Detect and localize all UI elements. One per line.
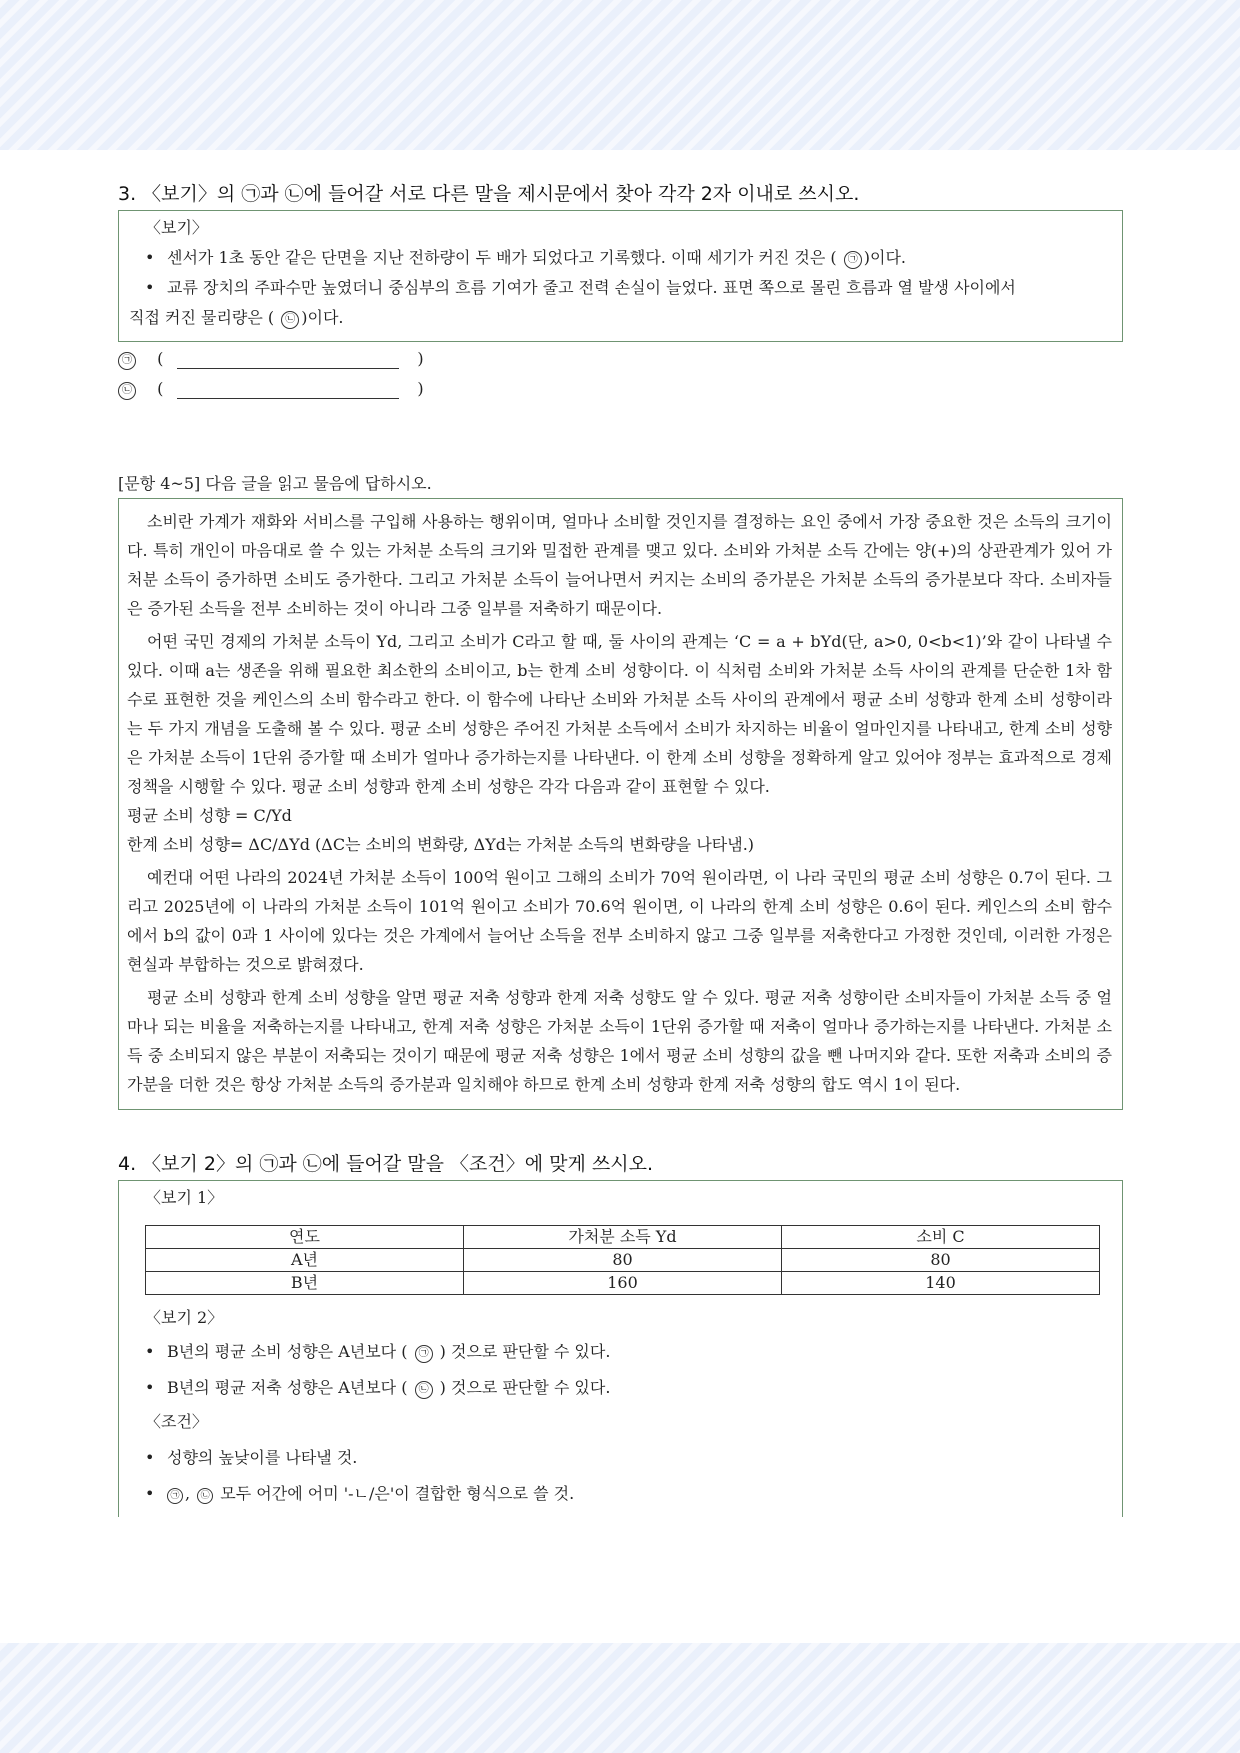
- example-2-bullet-1: [129, 1337, 1112, 1367]
- example-1-label: 〈보기 1〉: [145, 1188, 224, 1207]
- circled-mark-1: ㉠: [415, 1345, 433, 1363]
- answer-line-2: [118, 374, 1123, 404]
- header-consumption: 소비 C: [782, 1226, 1100, 1249]
- question-3-title: 3. 〈보기〉의 ㉠과 ㉡에 들어갈 서로 다른 말을 제시문에서 찾아 각각 2자 이내로 쓰시오.: [118, 183, 860, 205]
- table-header-row: [146, 1226, 1100, 1249]
- condition-label: 〈조건〉: [145, 1412, 208, 1431]
- bullet-dot: •: [145, 1378, 155, 1397]
- example-bullet-1: [129, 243, 1112, 273]
- example-2-bullet-1-text-b: ) 것으로 판단할 수 있다.: [439, 1342, 611, 1361]
- bullet-2-text-b: 직접 커진 물리량은 (: [129, 308, 275, 327]
- table-cell: 140: [782, 1272, 1100, 1295]
- circled-mark-2: ㉡: [197, 1488, 213, 1504]
- table-cell: 80: [464, 1249, 782, 1272]
- example-label: 〈보기〉: [145, 218, 208, 237]
- passage-paragraph-1: 소비란 가계가 재화와 서비스를 구입해 사용하는 행위이며, 얼마나 소비할 것인지를 결정하는 요인 중에서 가장 중요한 것은 소득의 크기이다. 특히 개인이 마음대로 쓸 수 있는 가처분 소득의 크기와 밀접한 관계를 맺고 있다. 소비와 가처분 소득 간에는 양(+)의 상관관계가 있어 가처분 소득이 증가하면 소비도 증가한다. 그리고 가처분 소득이 늘어나면서 커지는 소비의 증가분은 가처분 소득의 증가분보다 작다. 소비자들은 증가된 소득을 전부 소비하는 것이 아니라 그중 일부를 저축하기 때문이다.: [127, 512, 1112, 618]
- example-2-bullet-1-text-a: B년의 평균 소비 성향은 A년보다 (: [167, 1342, 408, 1361]
- condition-bullet-1: [129, 1443, 1112, 1473]
- header-income: 가처분 소득 Yd: [464, 1226, 782, 1249]
- condition-2-text: 모두 어간에 어미 '-ㄴ/은'이 결합한 형식으로 쓸 것.: [220, 1484, 575, 1503]
- condition-bullet-2: [129, 1479, 1112, 1509]
- bullet-dot: •: [145, 1484, 155, 1503]
- table-cell: B년: [146, 1272, 464, 1295]
- example-bullet-2: [129, 273, 1112, 303]
- table-cell: A년: [146, 1249, 464, 1272]
- answer-paren-open: (: [157, 379, 164, 398]
- answer-line-1: [118, 344, 1123, 374]
- circled-mark-2: ㉡: [415, 1381, 433, 1399]
- page-content: [118, 180, 1123, 1517]
- bullet-1-text-b: )이다.: [863, 248, 907, 267]
- header-year: 연도: [146, 1226, 464, 1249]
- table-row: [146, 1272, 1100, 1295]
- table-cell: 80: [782, 1249, 1100, 1272]
- circled-mark-1: ㉠: [167, 1488, 183, 1504]
- question-3-example-box: [118, 210, 1123, 342]
- top-decorative-band: [0, 0, 1240, 150]
- answer-blank-2[interactable]: [177, 380, 399, 399]
- bullet-2-text-a: 교류 장치의 주파수만 높였더니 중심부의 흐름 기여가 줄고 전력 손실이 늘었다. 표면 쪽으로 몰린 흐름과 열 발생 사이에서: [167, 278, 1016, 297]
- answer-paren-close: ): [417, 349, 424, 368]
- example-2-bullet-2-text-b: ) 것으로 판단할 수 있다.: [439, 1378, 611, 1397]
- answer-mark-1: ㉠: [118, 352, 136, 370]
- circled-mark-2: ㉡: [281, 311, 299, 329]
- example-bullet-2-continued: [129, 303, 1112, 333]
- circled-mark-1: ㉠: [844, 251, 862, 269]
- question-4-box: [118, 1180, 1123, 1517]
- answer-paren-close: ): [417, 379, 424, 398]
- passage-paragraph-3: 예컨대 어떤 나라의 2024년 가처분 소득이 100억 원이고 그해의 소비가 70억 원이라면, 이 나라 국민의 평균 소비 성향은 0.7이 된다. 그리고 2025년에 이 나라의 가처분 소득이 101억 원이고 소비가 70.6억 원이면, 이 나라의 한계 소비 성향은 0.6이 된다. 케인스의 소비 함수에서 b의 값이 0과 1 사이에 있다는 것은 가계에서 늘어난 소득을 전부 소비하지 않고 그중 일부를 저축한다고 가정한 것인데, 이러한 가정은 현실과 부합하는 것으로 밝혀졌다.: [127, 868, 1112, 974]
- example-2-bullet-2: [129, 1373, 1112, 1403]
- bullet-2-text-c: )이다.: [301, 308, 344, 327]
- condition-1-text: 성향의 높낮이를 나타낼 것.: [167, 1448, 358, 1467]
- bullet-dot: •: [145, 278, 155, 297]
- passage-paragraph-2: 어떤 국민 경제의 가처분 소득이 Yd, 그리고 소비가 C라고 할 때, 둘 사이의 관계는 ‘C = a + bYd(단, a>0, 0<b<1)’와 같이 나타낼 수 있다. 이때 a는 생존을 위해 필요한 최소한의 소비이고, b는 한계 소비 성향이다. 이 식처럼 소비와 가처분 소득 사이의 관계를 단순한 1차 함수로 표현한 것을 케인스의 소비 함수라고 한다. 이 함수에 나타난 소비와 가처분 소득 사이의 관계에서 평균 소비 성향과 한계 소비 성향이라는 두 가지 개념을 도출해 볼 수 있다. 평균 소비 성향은 주어진 가처분 소득에서 소비가 차지하는 비율이 얼마인지를 나타내고, 한계 소비 성향은 가처분 소득이 1단위 증가할 때 소비가 얼마나 증가하는지를 나타낸다. 이 한계 소비 성향을 정확하게 알고 있어야 정부는 효과적으로 경제 정책을 시행할 수 있다. 평균 소비 성향과 한계 소비 성향은 각각 다음과 같이 표현할 수 있다.: [127, 632, 1112, 796]
- answer-mark-2: ㉡: [118, 382, 136, 400]
- formula-marginal: 한계 소비 성향= ΔC/ΔYd (ΔC는 소비의 변화량, ΔYd는 가처분 소득의 변화량을 나타냄.): [127, 835, 755, 854]
- bullet-dot: •: [145, 1342, 155, 1361]
- table-cell: 160: [464, 1272, 782, 1295]
- income-consumption-table: [145, 1225, 1100, 1295]
- bullet-dot: •: [145, 248, 155, 267]
- condition-2-comma: ,: [185, 1484, 191, 1503]
- answer-blank-1[interactable]: [177, 350, 399, 369]
- passage-box: [118, 498, 1123, 1110]
- bullet-dot: •: [145, 1448, 155, 1467]
- question-4-title: 4. 〈보기 2〉의 ㉠과 ㉡에 들어갈 말을 〈조건〉에 맞게 쓰시오.: [118, 1153, 653, 1175]
- table-row: [146, 1249, 1100, 1272]
- answer-paren-open: (: [157, 349, 164, 368]
- passage-heading: [문항 4~5] 다음 글을 읽고 물음에 답하시오.: [118, 474, 432, 493]
- example-2-label: 〈보기 2〉: [145, 1308, 224, 1327]
- formula-average: 평균 소비 성향 = C/Yd: [127, 806, 292, 825]
- passage-paragraph-4: 평균 소비 성향과 한계 소비 성향을 알면 평균 저축 성향과 한계 저축 성향도 알 수 있다. 평균 저축 성향이란 소비자들이 가처분 소득 중 얼마나 되는 비율을 저축하는지를 나타내고, 한계 저축 성향은 가처분 소득이 1단위 증가할 때 저축이 얼마나 증가하는지를 나타낸다. 가처분 소득 중 소비되지 않은 부분이 저축되는 것이기 때문에 평균 저축 성향은 1에서 평균 소비 성향의 값을 뺀 나머지와 같다. 또한 저축과 소비의 증가분을 더한 것은 항상 가처분 소득의 증가분과 일치해야 하므로 한계 소비 성향과 한계 저축 성향의 합도 역시 1이 된다.: [127, 988, 1112, 1094]
- bullet-1-text-a: 센서가 1초 동안 같은 단면을 지난 전하량이 두 배가 되었다고 기록했다. 이때 세기가 커진 것은 (: [167, 248, 837, 267]
- bottom-decorative-band: [0, 1643, 1240, 1753]
- example-2-bullet-2-text-a: B년의 평균 저축 성향은 A년보다 (: [167, 1378, 408, 1397]
